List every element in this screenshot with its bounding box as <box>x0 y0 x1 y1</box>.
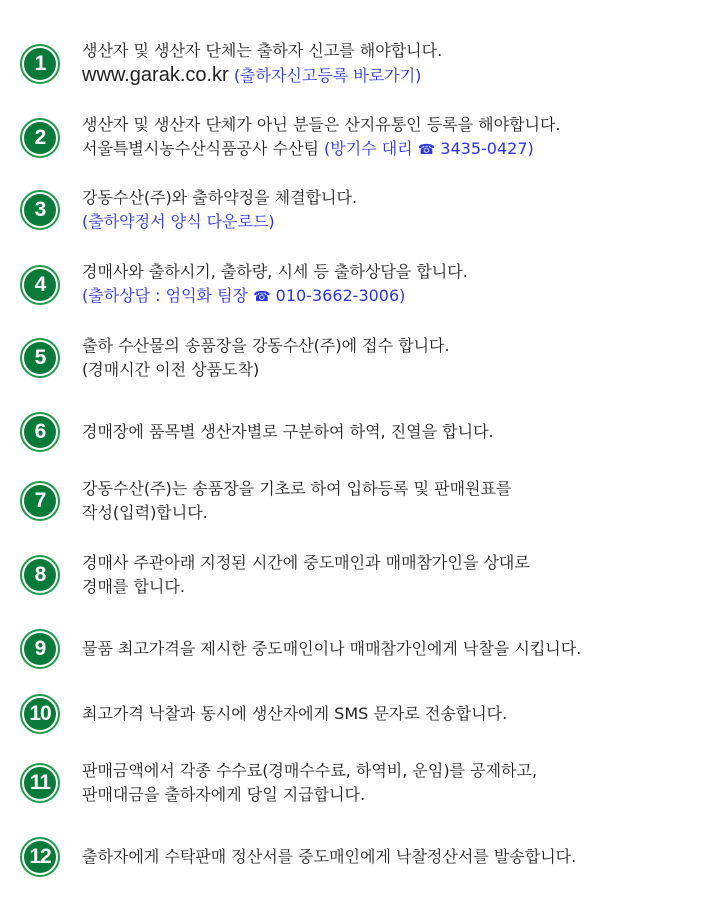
step-1 <box>20 39 442 88</box>
step-description: 최고가격 낙찰과 동시에 생산자에게 SMS 문자로 전송합니다. <box>82 704 508 723</box>
step-10 <box>20 694 507 734</box>
step-9 <box>20 629 581 669</box>
step-text <box>82 260 468 309</box>
step-number: 12 <box>24 841 56 873</box>
step-number: 11 <box>24 767 56 799</box>
step-description: 출하 수산물의 송품장을 강동수산(주)에 접수 합니다. <box>82 336 450 355</box>
consultation-contact-link[interactable] <box>82 284 468 309</box>
step-description: 경매사 주관아래 지정된 시간에 중도매인과 매매참가인을 상대로 <box>82 553 530 572</box>
phone-icon: ☎ <box>417 142 436 158</box>
step-detail: 작성(입력)합니다. <box>82 503 208 522</box>
step-number-badge <box>20 412 60 452</box>
contact-name: (출하상담 : 엄익화 팀장 <box>82 286 248 305</box>
step-number-badge <box>20 118 60 158</box>
step-number-badge <box>20 338 60 378</box>
step-number: 3 <box>24 194 56 226</box>
step-description: 강동수산(주)는 송품장을 기초로 하여 입하등록 및 판매원표를 <box>82 479 512 498</box>
step-number-badge <box>20 190 60 230</box>
step-text <box>82 186 357 234</box>
step-text <box>82 702 507 726</box>
step-2 <box>20 113 561 162</box>
step-description: 경매장에 품목별 생산자별로 구분하여 하역, 진열을 합니다. <box>82 422 494 441</box>
step-number-badge <box>20 694 60 734</box>
step-description: 출하자에게 수탁판매 정산서를 중도매인에게 낙찰정산서를 발송합니다. <box>82 847 577 866</box>
contact-phone: 010-3662-3006) <box>275 286 406 305</box>
step-detail: 판매대금을 출하자에게 당일 지급합니다. <box>82 785 366 804</box>
contact-phone: 3435-0427) <box>440 139 534 158</box>
step-description: 생산자 및 생산자 단체는 출하자 신고를 해야합니다. <box>82 41 443 60</box>
step-8 <box>20 551 530 599</box>
step-description: 물품 최고가격을 제시한 중도매인이나 매매참가인에게 낙찰을 시킵니다. <box>82 639 582 658</box>
step-second-line <box>82 63 442 88</box>
step-number-badge <box>20 265 60 305</box>
step-text <box>82 551 530 599</box>
step-text <box>82 759 537 807</box>
step-number-badge <box>20 763 60 803</box>
step-text <box>82 334 450 382</box>
step-number-badge <box>20 629 60 669</box>
step-7 <box>20 477 511 525</box>
step-number: 7 <box>24 485 56 517</box>
step-number: 1 <box>24 48 56 80</box>
step-number: 10 <box>24 698 56 730</box>
step-detail: (경매시간 이전 상품도착) <box>82 360 260 379</box>
step-6 <box>20 412 494 452</box>
step-description: 강동수산(주)와 출하약정을 체결합니다. <box>82 188 358 207</box>
step-number: 6 <box>24 416 56 448</box>
contact-name: (방기수 대리 <box>324 139 413 158</box>
step-12 <box>20 837 576 877</box>
garak-url-link[interactable]: www.garak.co.kr <box>82 64 229 86</box>
step-text <box>82 420 494 444</box>
step-text <box>82 477 511 525</box>
step-text <box>82 39 442 88</box>
step-description: 판매금액에서 각종 수수료(경매수수료, 하역비, 운임)를 공제하고, <box>82 761 538 780</box>
step-number: 9 <box>24 633 56 665</box>
step-number: 4 <box>24 269 56 301</box>
step-3 <box>20 186 357 234</box>
step-text <box>82 845 576 869</box>
step-description: 경매사와 출하시기, 출하량, 시세 등 출하상담을 합니다. <box>82 262 468 281</box>
contact-link[interactable] <box>324 139 534 158</box>
step-description: 생산자 및 생산자 단체가 아닌 분들은 산지유통인 등록을 해야합니다. <box>82 115 561 134</box>
step-number-badge <box>20 555 60 595</box>
shipper-registration-link[interactable]: (출하자신고등록 바로가기) <box>233 66 422 85</box>
step-number-badge <box>20 44 60 84</box>
step-number-badge <box>20 837 60 877</box>
step-number: 5 <box>24 342 56 374</box>
step-text <box>82 113 561 162</box>
step-detail: 서울특별시농수산식품공사 수산팀 <box>82 139 319 158</box>
step-text <box>82 637 581 661</box>
step-number-badge <box>20 481 60 521</box>
contract-form-download-link[interactable]: (출하약정서 양식 다운로드) <box>82 212 275 231</box>
step-4 <box>20 260 468 309</box>
step-5 <box>20 334 450 382</box>
step-11 <box>20 759 537 807</box>
step-number: 8 <box>24 559 56 591</box>
step-detail: 경매를 합니다. <box>82 577 185 596</box>
step-second-line <box>82 137 561 162</box>
phone-icon: ☎ <box>253 289 271 305</box>
step-number: 2 <box>24 122 56 154</box>
